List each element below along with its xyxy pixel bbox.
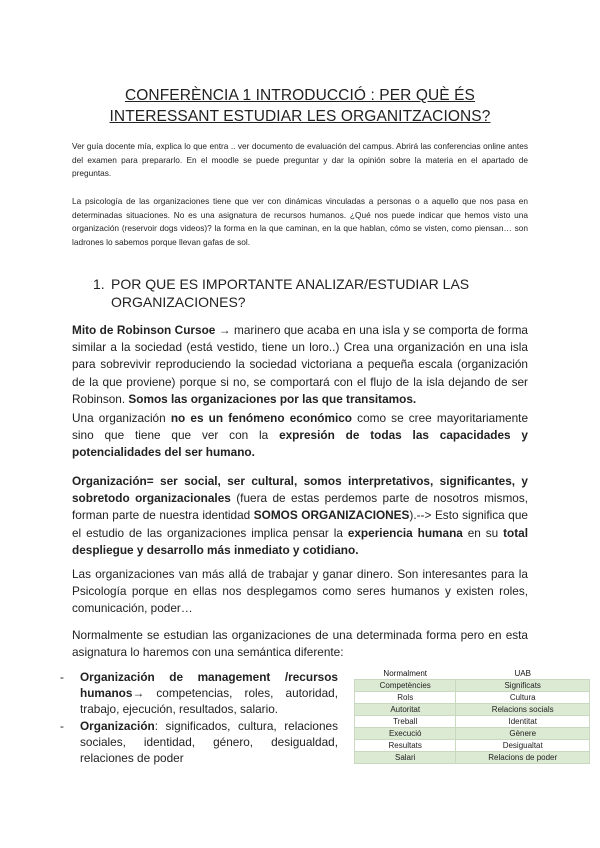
- list-item: [60, 669, 338, 717]
- def-bold-1: Organización= ser social, ser cultural, somos interpretativos, significantes, y sobretodo organizacionales: [72, 474, 528, 506]
- table-cell: Cultura: [456, 692, 590, 704]
- title-line-2: INTERESSANT ESTUDIAR LES ORGANITZACIONS?: [109, 108, 491, 125]
- section-heading-text: POR QUE ES IMPORTANTE ANALIZAR/ESTUDIAR LAS ORGANIZACIONES?: [111, 276, 470, 310]
- definition-paragraph: [72, 473, 528, 559]
- list-item: [60, 718, 338, 766]
- table-cell: Relacions de poder: [456, 752, 590, 764]
- table-row: [355, 680, 590, 692]
- list-item-bold: Organización de management /recursos humanos: [80, 670, 338, 700]
- intro-paragraph-2: La psicología de las organizaciones tiene que ver con dinámicas vinculadas a personas o a aquello que nos pasa en determinadas situaciones. No es una asignatura de recursos humanos. ¿Qué nos puede indicar que hemos visto una organización (reservoir dogs videos)? la forma en la que caminan, en la que hablan, cómo se visten, como piensan… son ladrones lo sabemos porque llevan gafas de sol.: [72, 196, 528, 247]
- def-bold-3: experiencia humana: [347, 525, 463, 540]
- table-cell: Gènere: [456, 728, 590, 740]
- intro-paragraph-1: Ver guía docente mía, explica lo que entra .. ver documento de evaluación del campus. Abrirá las conferencias online antes del examen para prepararlo. En el moodle se puede preguntar y dar la opinión sobre la materia en el apartado de preguntas.: [72, 141, 528, 178]
- table-row: [355, 740, 590, 752]
- org-text-1: Una organización: [72, 411, 171, 425]
- list-dash: -: [60, 719, 64, 733]
- table-header-uab: UAB: [456, 668, 590, 680]
- table-row: [355, 752, 590, 764]
- table-cell: Relacions socials: [456, 704, 590, 716]
- semantics-paragraph: Normalmente se estudian las organizaciones de una determinada forma pero en esta asignatura lo haremos con una semántica diferente:: [72, 628, 528, 660]
- def-text-2: ).--> Esto significa que el estudio de las organizaciones implica pensar la: [72, 508, 528, 540]
- table-cell: Autoritat: [355, 704, 456, 716]
- robinson-text: → marinero que acaba en una isla y se comporta de forma similar a la sociedad (está vestido, tiene un loro..) Crea una organización en una isla para sobrevivir reproduciendo la sociedad victoriana a pequeña escala (organización de la que proviene) porque si no, se comportará con el flujo de la isla dejando de ser Robinson.: [72, 323, 528, 406]
- robinson-bold-title: Mito de Robinson Cursoe: [72, 323, 216, 337]
- table-cell: Resultats: [355, 740, 456, 752]
- list-item-bold: Organización: [80, 719, 155, 733]
- table-cell: Identitat: [456, 716, 590, 728]
- table-cell: Treball: [355, 716, 456, 728]
- section-heading: [93, 275, 523, 311]
- table-cell: Rols: [355, 692, 456, 704]
- table-header-row: [355, 668, 590, 680]
- robinson-paragraph: [72, 322, 528, 408]
- org-text-2: como se cree mayoritariamente sino que tiene que ver con la: [72, 411, 529, 443]
- table-cell: Execució: [355, 728, 456, 740]
- org-bold-1: no es un fenómeno económico: [170, 411, 353, 425]
- comparison-table: [354, 668, 590, 764]
- section-number: 1.: [93, 276, 105, 292]
- def-text-3: en su: [462, 525, 504, 540]
- comparison-list: [60, 669, 338, 766]
- org-bold-2: expresión de todas las capacidades y potencialidades del ser humano.: [72, 428, 528, 460]
- title-line-1: CONFERÈNCIA 1 INTRODUCCIÓ : PER QUÈ ÉS: [124, 87, 475, 104]
- table-row: [355, 692, 590, 704]
- table-row: [355, 704, 590, 716]
- table-cell: Salari: [355, 752, 456, 764]
- def-bold-4: total despliegue y desarrollo más inmediato y cotidiano.: [72, 525, 528, 557]
- list-item-text: → competencias, roles, autoridad, trabajo, ejecución, resultados, salario.: [80, 686, 338, 716]
- robinson-conclusion: Somos las organizaciones por las que transitamos.: [128, 391, 417, 406]
- def-bold-2: SOMOS ORGANIZACIONES: [253, 508, 410, 523]
- table-cell: Significats: [456, 680, 590, 692]
- organization-paragraph: [72, 410, 528, 462]
- list-dash: -: [60, 670, 64, 684]
- table-cell: Competències: [355, 680, 456, 692]
- table-header-normalment: Normalment: [355, 668, 456, 680]
- table-row: [355, 728, 590, 740]
- table-row: [355, 716, 590, 728]
- page-title: [72, 85, 528, 127]
- beyond-work-paragraph: Las organizaciones van más allá de trabajar y ganar dinero. Son interesantes para la Psicología porque en ellas nos desplegamos como seres humanos y existen roles, comunicación, poder…: [72, 567, 528, 616]
- list-item-text: : significados, cultura, relaciones sociales, identidad, género, desigualdad, relaciones de poder: [80, 719, 338, 765]
- table-cell: Desigualtat: [456, 740, 590, 752]
- def-text-1: (fuera de estas perdemos parte de nosotros mismos, forman parte de nuestra identidad: [72, 491, 529, 523]
